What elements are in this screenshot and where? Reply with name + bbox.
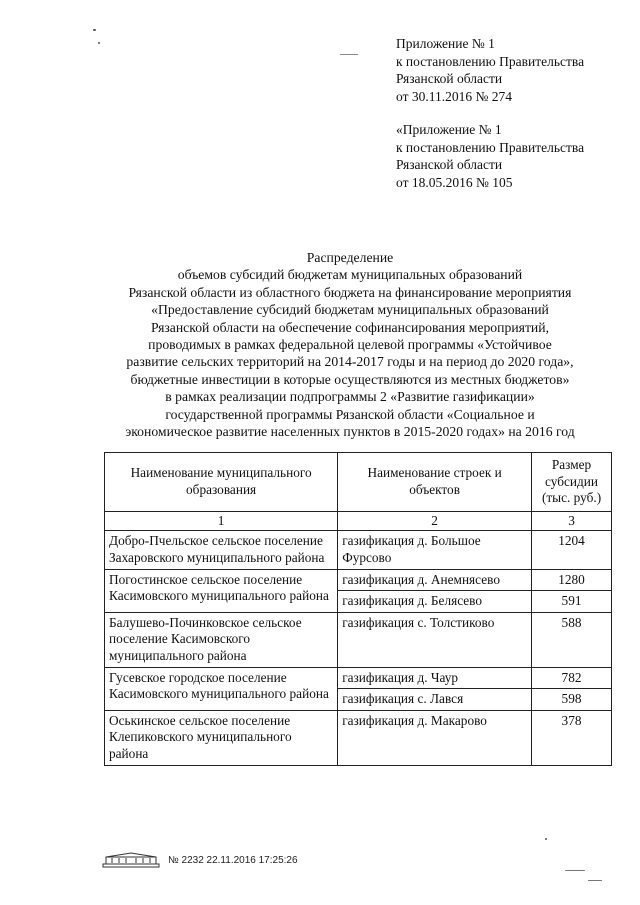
title-line: Рязанской области на обеспечение софинансирования мероприятий, xyxy=(150,319,549,335)
municipality-name: Балушево-Починковское сельское поселение Касимовского муниципального района xyxy=(105,612,338,667)
appendix-region-line: Рязанской области xyxy=(396,157,503,172)
title-line: государственной программы Рязанской области «Социальное и xyxy=(165,406,535,422)
object-name: газификация с. Толстиково xyxy=(338,612,532,667)
registration-stamp xyxy=(102,850,298,870)
object-name: газификация д. Белясево xyxy=(338,591,532,613)
scan-speck xyxy=(98,42,100,44)
subsidy-amount: 588 xyxy=(532,612,612,667)
title-line: Рязанской области из областного бюджета на финансирование мероприятия xyxy=(128,284,572,300)
title-line: Распределение xyxy=(306,250,394,265)
appendix-region-line: Рязанской области xyxy=(396,71,503,86)
appendix-header-previous xyxy=(396,121,584,191)
object-name: газификация д. Чаур xyxy=(338,667,532,689)
column-number: 2 xyxy=(338,511,532,531)
appendix-date-number: от 18.05.2016 № 105 xyxy=(396,174,513,190)
title-line: «Предоставление субсидий бюджетам муниципальных образований xyxy=(151,302,549,318)
title-line: экономическое развитие населенных пунктов в 2015-2020 годах» на 2016 год xyxy=(125,424,575,440)
table-row xyxy=(105,667,612,689)
object-name: газификация д. Анемнясево xyxy=(338,569,532,591)
subsidy-amount: 1280 xyxy=(532,569,612,591)
subsidy-amount: 591 xyxy=(532,591,612,613)
header-municipality: Наименование муниципального образования xyxy=(105,453,338,512)
header-subsidy-amount: Размер субсидии (тыс. руб.) xyxy=(532,453,612,512)
object-name: газификация д. Макарово xyxy=(338,710,532,765)
title-line: развитие сельских территорий на 2014-2017 годы и на период до 2020 года», xyxy=(126,354,574,370)
subsidy-amount: 378 xyxy=(532,710,612,765)
scan-speck xyxy=(340,54,358,55)
appendix-title: «Приложение № 1 xyxy=(396,122,502,137)
registration-number-date: № 2232 22.11.2016 17:25:26 xyxy=(168,854,298,866)
table-row xyxy=(105,569,612,591)
municipality-name: Погостинское сельское поселение Касимовского муниципального района xyxy=(105,569,338,612)
appendix-resolution-line: к постановлению Правительства xyxy=(396,139,585,155)
title-line: в рамках реализации подпрограммы 2 «Развитие газификации» xyxy=(165,389,535,405)
title-line: проводимых в рамках федеральной целевой программы «Устойчивое xyxy=(148,337,552,353)
building-stamp-icon xyxy=(102,852,160,868)
appendix-header-current xyxy=(396,35,584,105)
subsidy-table xyxy=(104,452,612,766)
scan-speck xyxy=(93,29,96,31)
table-row xyxy=(105,710,612,765)
municipality-name: Добро-Пчельское сельское поселение Захаровского муниципального района xyxy=(105,531,338,569)
appendix-resolution-line: к постановлению Правительства xyxy=(396,53,585,69)
table-row xyxy=(105,612,612,667)
appendix-date-number: от 30.11.2016 № 274 xyxy=(396,88,512,104)
subsidy-amount: 598 xyxy=(532,689,612,711)
subsidy-amount: 1204 xyxy=(532,531,612,569)
table-header-row xyxy=(105,453,612,512)
subsidy-amount: 782 xyxy=(532,667,612,689)
scan-speck xyxy=(588,880,602,881)
title-line: бюджетные инвестиции в которые осуществляются из местных бюджетов» xyxy=(130,371,570,387)
column-number-row xyxy=(105,511,612,531)
municipality-name: Гусевское городское поселение Касимовского муниципального района xyxy=(105,667,338,710)
municipality-name: Оськинское сельское поселение Клепиковского муниципального района xyxy=(105,710,338,765)
object-name: газификация с. Лався xyxy=(338,689,532,711)
object-name: газификация д. Большое Фурсово xyxy=(338,531,532,569)
column-number: 1 xyxy=(105,511,338,531)
scan-speck xyxy=(545,838,547,840)
table-row xyxy=(105,531,612,569)
appendix-title: Приложение № 1 xyxy=(396,36,495,51)
column-number: 3 xyxy=(532,511,612,531)
scan-speck xyxy=(565,870,585,871)
document-title xyxy=(70,249,630,440)
title-line: объемов субсидий бюджетам муниципальных образований xyxy=(177,267,523,283)
header-objects: Наименование строек и объектов xyxy=(338,453,532,512)
